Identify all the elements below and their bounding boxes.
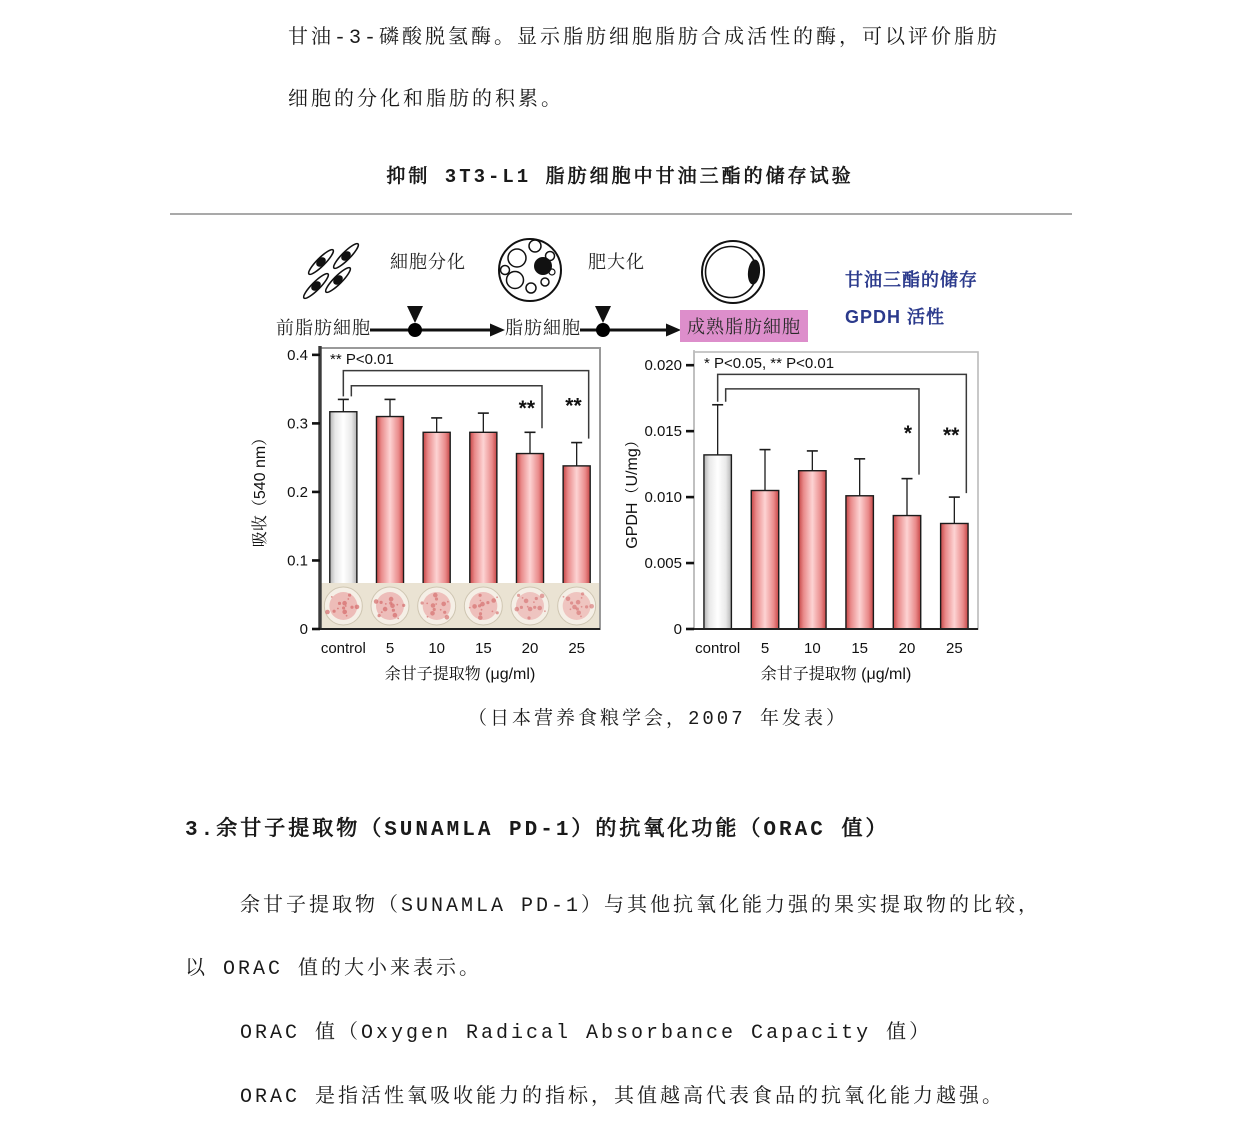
y-tick-label: 0.4 bbox=[287, 346, 308, 364]
treatment-dot-icon bbox=[596, 323, 610, 337]
y-tick-label: 0.1 bbox=[287, 552, 308, 570]
x-tick-label: 20 bbox=[898, 640, 916, 657]
y-tick-label: 0 bbox=[673, 621, 682, 638]
stained-dish bbox=[558, 587, 596, 625]
stained-dish bbox=[511, 587, 549, 625]
preadipocyte-cells-icon bbox=[301, 241, 361, 301]
y-tick-label: 0.3 bbox=[287, 415, 308, 433]
adipocyte-cell-icon bbox=[499, 239, 561, 301]
y-tick-label: 0.020 bbox=[644, 357, 682, 375]
treatment-dot-icon bbox=[408, 323, 422, 337]
x-tick-label: 10 bbox=[428, 640, 446, 657]
gpdh-bar-chart bbox=[625, 342, 1045, 697]
stage1-label: 前脂肪細胞 bbox=[276, 318, 371, 338]
significance-stars: ** bbox=[565, 394, 582, 418]
x-tick-label: 15 bbox=[851, 640, 869, 657]
paragraph4-orac-explanation: ORAC 是指活性氧吸收能力的指标，其值越高代表食品的抗氧化能力越强。 bbox=[240, 1086, 1006, 1109]
x-axis-label: 余甘子提取物 (μg/ml) bbox=[760, 666, 912, 683]
paragraph-top-line1: 甘油-3-磷酸脱氢酶。显示脂肪细胞脂肪合成活性的酶，可以评价脂肪 bbox=[288, 27, 1001, 50]
x-tick-label: 20 bbox=[521, 640, 539, 657]
bar-10 bbox=[799, 451, 826, 629]
arrowhead-icon bbox=[666, 324, 681, 337]
figure-top-divider bbox=[170, 213, 1072, 215]
stained-dish bbox=[324, 587, 362, 625]
x-tick-label: 10 bbox=[803, 640, 821, 657]
y-tick-label: 0.2 bbox=[287, 483, 308, 501]
hypertrophy-arrow bbox=[580, 306, 681, 337]
x-axis-label: 余甘子提取物 (μg/ml) bbox=[384, 666, 536, 683]
treatment-triangle-icon bbox=[407, 306, 423, 323]
significance-note: ** P<0.01 bbox=[330, 351, 394, 368]
stained-dish bbox=[464, 587, 502, 625]
stained-droplet-icon bbox=[535, 258, 552, 275]
x-tick-label: 5 bbox=[385, 640, 395, 657]
x-tick-label: control bbox=[695, 640, 741, 657]
y-axis-label: GPDH（U/mg） bbox=[625, 432, 641, 549]
absorbance-bar-chart bbox=[235, 342, 635, 697]
readout-triglyceride-label: 甘油三酯的储存 bbox=[845, 270, 978, 290]
stained-dish bbox=[418, 587, 456, 625]
absorbance-chart bbox=[235, 342, 635, 692]
differentiation-arrow bbox=[370, 306, 505, 337]
significance-stars: ** bbox=[942, 423, 960, 447]
x-tick-label: 25 bbox=[945, 640, 963, 657]
y-tick-label: 0 bbox=[299, 621, 308, 638]
paragraph3-orac-definition: ORAC 值（Oxygen Radical Absorbance Capacity 值） bbox=[240, 1022, 933, 1045]
y-tick-label: 0.015 bbox=[644, 423, 682, 441]
x-tick-label: 25 bbox=[568, 640, 586, 657]
figure-title: 抑制 3T3-L1 脂肪细胞中甘油三酯的储存试验 bbox=[386, 166, 854, 188]
stained-dish bbox=[371, 587, 409, 625]
x-tick-label: 5 bbox=[760, 640, 770, 657]
paragraph2-line1: 余甘子提取物（SUNAMLA PD-1）与其他抗氧化能力强的果实提取物的比较， bbox=[240, 895, 1042, 918]
stage2-label: 脂肪細胞 bbox=[505, 318, 581, 338]
treatment-triangle-icon bbox=[595, 306, 611, 323]
readout-gpdh-label: GPDH 活性 bbox=[845, 307, 946, 327]
y-tick-label: 0.005 bbox=[644, 555, 682, 573]
stage3-label: 成熟脂肪細胞 bbox=[680, 310, 808, 342]
x-tick-label: control bbox=[320, 640, 366, 657]
significance-note: * P<0.05, ** P<0.01 bbox=[704, 355, 835, 372]
arrow2-label: 肥大化 bbox=[588, 252, 645, 272]
y-axis-label: 吸收（540 nm） bbox=[252, 429, 269, 548]
x-tick-label: 15 bbox=[474, 640, 492, 657]
figure-caption: （日本营养食粮学会，2007 年发表） bbox=[468, 708, 849, 730]
significance-stars: ** bbox=[518, 396, 535, 420]
significance-stars: * bbox=[903, 421, 912, 445]
gpdh-chart bbox=[625, 342, 1045, 692]
paragraph2-line2: 以 ORAC 值的大小来表示。 bbox=[185, 958, 483, 981]
arrow1-label: 細胞分化 bbox=[390, 252, 466, 272]
section-heading: 3.余甘子提取物（SUNAMLA PD-1）的抗氧化功能（ORAC 值） bbox=[185, 819, 890, 842]
mature-adipocyte-icon bbox=[702, 241, 764, 303]
paragraph-top-line2: 细胞的分化和脂肪的积累。 bbox=[288, 89, 564, 112]
arrowhead-icon bbox=[490, 324, 505, 337]
y-tick-label: 0.010 bbox=[644, 489, 682, 507]
